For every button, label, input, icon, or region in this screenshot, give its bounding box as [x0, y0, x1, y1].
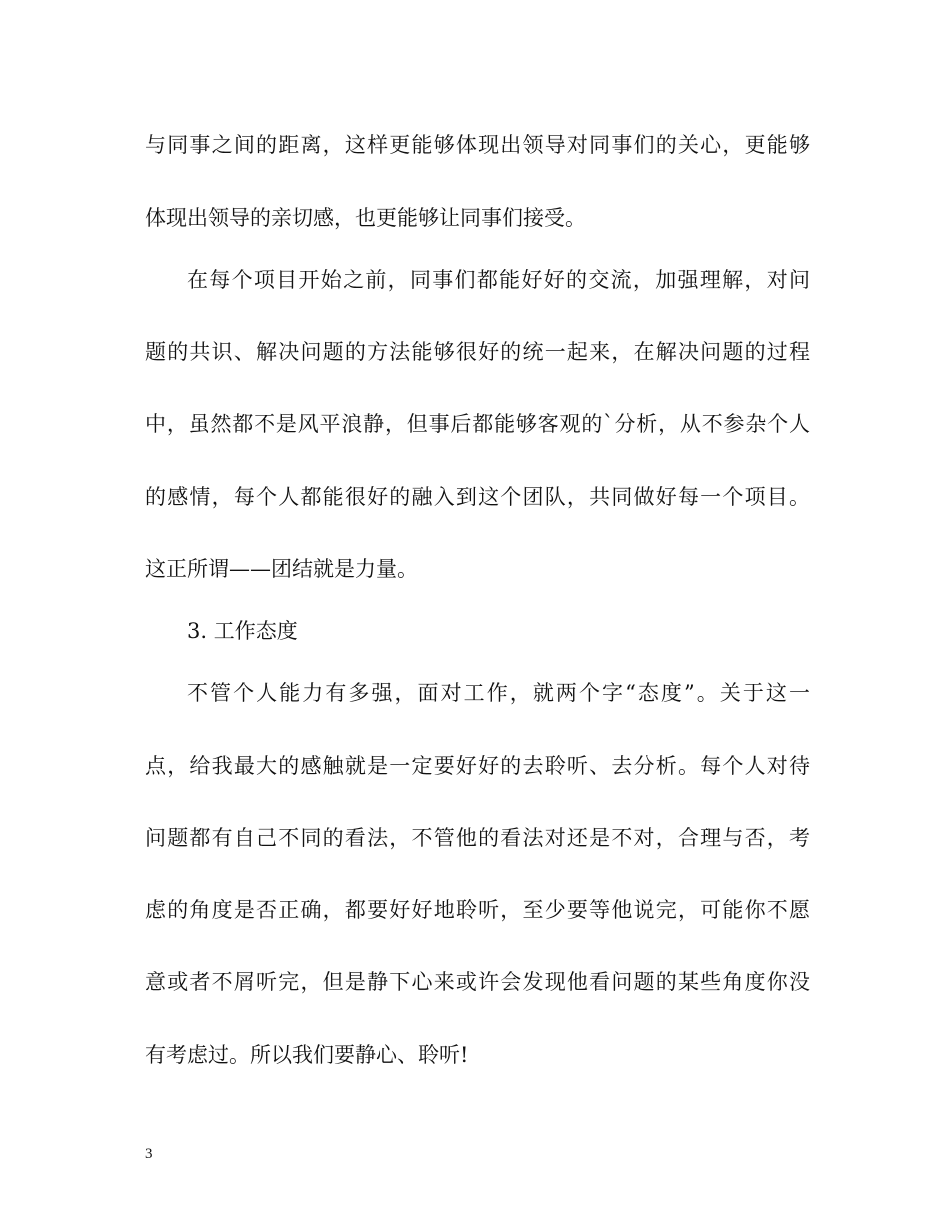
text-line: 点，给我最大的感触就是一定要好好的去聆听、去分析。每个人对待: [145, 754, 810, 778]
text-line: 有考虑过。所以我们要静心、聆听!: [145, 1043, 469, 1067]
text-line: 与同事之间的距离，这样更能够体现出领导对同事们的关心，更能够: [145, 133, 810, 157]
page-number: 3: [145, 1146, 153, 1162]
text-line: 这正所谓——团结就是力量。: [145, 557, 418, 581]
text-line: 问题都有自己不同的看法，不管他的看法对还是不对，合理与否，考: [145, 826, 810, 850]
section-heading: 3. 工作态度: [187, 619, 298, 643]
text-line: 不管个人能力有多强，面对工作，就两个字“态度”。关于这一: [187, 681, 810, 705]
text-line: 中，虽然都不是风平浪静，但事后都能够客观的`分析，从不参杂个人: [145, 412, 810, 436]
text-line: 在每个项目开始之前，同事们都能好好的交流，加强理解，对问: [187, 268, 810, 292]
text-line: 的感情，每个人都能很好的融入到这个团队，共同做好每一个项目。: [145, 485, 810, 509]
text-line: 虑的角度是否正确，都要好好地聆听，至少要等他说完，可能你不愿: [145, 898, 810, 922]
text-line: 题的共识、解决问题的方法能够很好的统一起来，在解决问题的过程: [145, 340, 810, 364]
text-line: 体现出领导的亲切感，也更能够让同事们接受。: [145, 206, 586, 230]
text-line: 意或者不屑听完，但是静下心来或许会发现他看问题的某些角度你没: [145, 970, 810, 994]
